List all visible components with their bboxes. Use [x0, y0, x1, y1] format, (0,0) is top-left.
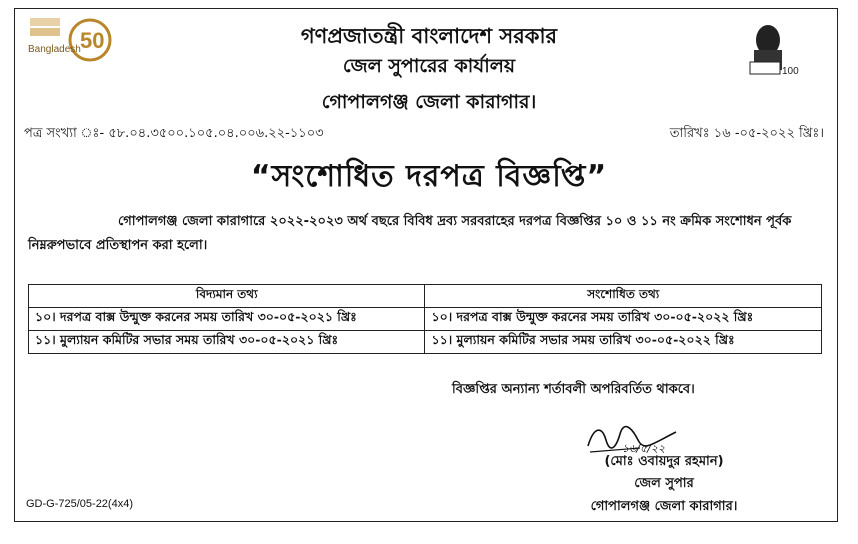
issue-date — [670, 124, 824, 145]
table-header-row — [29, 285, 822, 308]
memo-label: পত্র সংখ্যা ঃ- — [24, 126, 105, 141]
signature-date: ১৬/৫/২২ — [622, 442, 666, 455]
existing-cell: ১১। মুল্যায়ন কমিটির সভার সময় তারিখ ৩০-০৫-২০২১ খ্রিঃ — [29, 331, 425, 354]
memo-value: ৫৮.০৪.৩৫০০.১০৫.০৪.০০৬.২২-১১০৩ — [108, 126, 324, 141]
page-border — [14, 8, 838, 522]
revised-cell: ১০। দরপত্র বাক্স উন্মুক্ত করনের সময় তারিখ ৩০-০৫-২০২২ খ্রিঃ — [425, 308, 822, 331]
table-row — [29, 331, 822, 354]
logo-number: 50 — [80, 28, 105, 53]
header-revised: সংশোধিত তথ্য — [425, 285, 822, 308]
header-office: জেল সুপারের কার্যালয় — [342, 55, 516, 77]
header-govt: গণপ্রজাতন্ত্রী বাংলাদেশ সরকার — [300, 24, 558, 48]
header-jail: গোপালগঞ্জ জেলা কারাগার। — [321, 91, 537, 113]
signatory-office: গোপালগঞ্জ জেলা কারাগার। — [590, 499, 738, 514]
date-label: তারিখঃ — [669, 126, 710, 141]
notice-body: গোপালগঞ্জ জেলা কারাগারে ২০২২-২০২৩ অর্থ বছরে বিবিধ দ্রব্য সরবরাহের দরপত্র বিজ্ঞপ্তির ১০ ও ১১ নং ক্রমিক সংশোধন পূর্বক নিম্নরুপভাবে প্রতিস্থাপন করা হলো। — [28, 214, 792, 253]
signatory-name: (মোঃ ওবায়দুর রহমান) — [604, 454, 724, 469]
existing-cell: ১০। দরপত্র বাক্স উন্মুক্ত করনের সময় তারিখ ৩০-০৫-২০২১ খ্রিঃ — [29, 308, 425, 331]
footer-code: GD-G-725/05-22(4x4) — [26, 498, 133, 510]
terms-note: বিজ্ঞপ্তির অন্যান্য শর্তাবলী অপরিবর্তিত থাকবে। — [452, 382, 695, 397]
signatory-designation: জেল সুপার — [634, 476, 694, 491]
revised-cell: ১১। মুল্যায়ন কমিটির সভার সময় তারিখ ৩০-০৫-২০২২ খ্রিঃ — [425, 331, 822, 354]
logo-text: Bangladesh — [28, 44, 81, 55]
logo-right-text: 100 — [782, 66, 799, 77]
notice-title: “সংশোধিত দরপত্র বিজ্ঞপ্তি” — [250, 159, 608, 194]
table-row — [29, 308, 822, 331]
memo-number — [24, 124, 324, 145]
date-value: ১৬ -০৫-২০২২ খ্রিঃ। — [713, 126, 824, 141]
comparison-table — [28, 284, 822, 354]
header-existing: বিদ্যমান তথ্য — [29, 285, 425, 308]
